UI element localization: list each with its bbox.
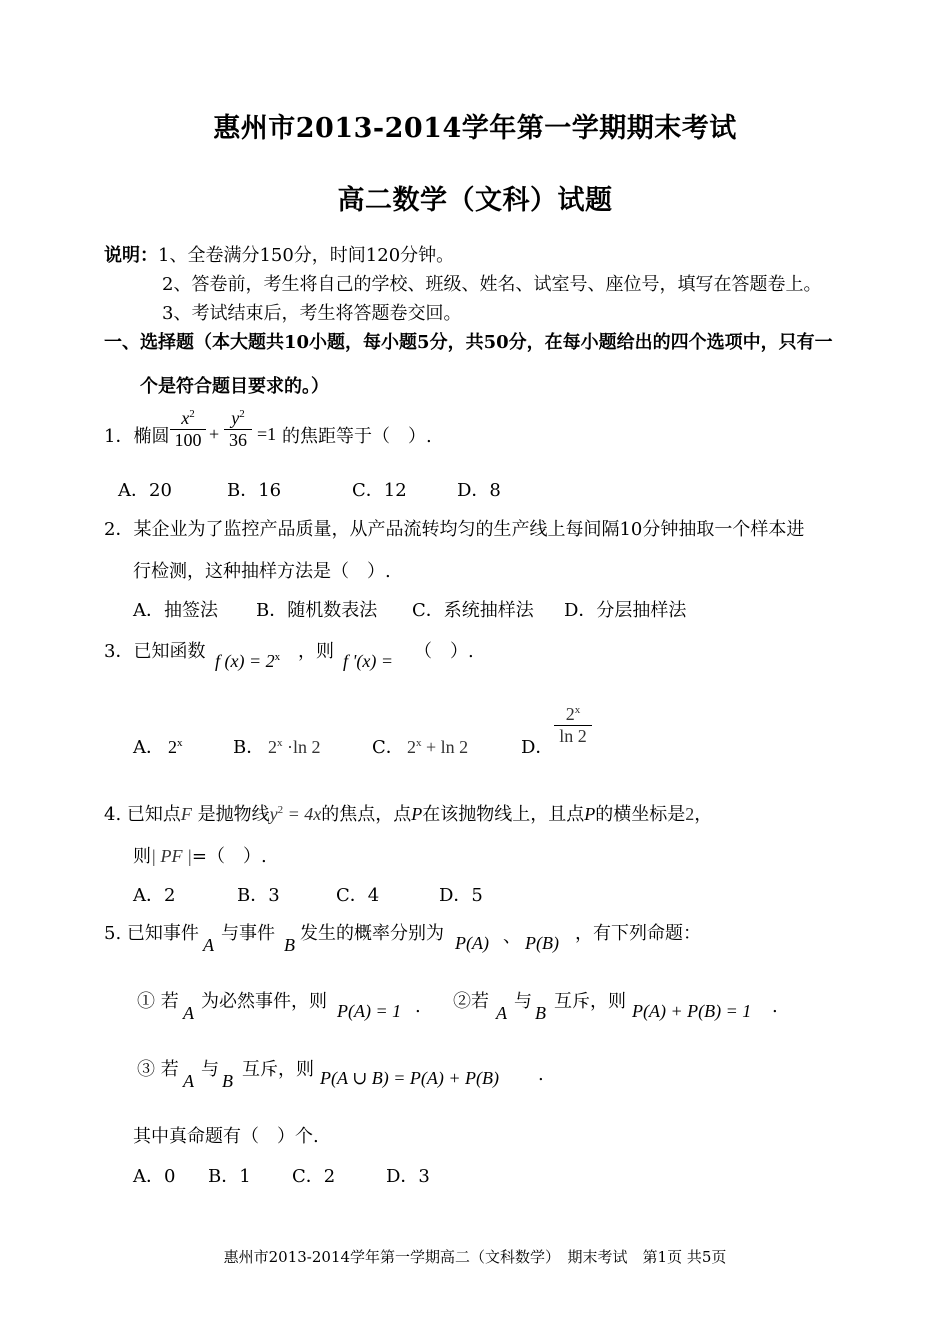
- q5-prob-b: P(B): [525, 933, 559, 953]
- q5-s3-prefix: ③ 若: [137, 1059, 179, 1080]
- notes-item-3: 3、考试结束后，考生将答题卷交回。: [162, 303, 462, 324]
- q3-option-c-label: C．: [372, 737, 404, 758]
- q5-event-a: A: [203, 935, 214, 955]
- page-subtitle: 高二数学（文科）试题: [337, 185, 613, 216]
- q5-s1-math: P(A) = 1: [337, 1001, 402, 1021]
- q5-text-3: ，有下列命题：: [575, 923, 701, 944]
- q5-s1-end: .: [415, 996, 421, 1017]
- q2-option-b: B．随机数表法: [256, 600, 378, 621]
- q1-option-c: C．12: [352, 480, 407, 501]
- q5-s2-math: P(A) + P(B) = 1: [632, 1001, 752, 1021]
- q2-line-1: 2．某企业为了监控产品质量，从产品流转均匀的生产线上每间隔10分钟抽取一个样本进: [104, 519, 805, 540]
- q4-option-a: A．2: [133, 885, 176, 906]
- q3-function: f $(x) = 2^x$: [215, 651, 281, 671]
- notes-item-1: 1、全卷满分150分，时间120分钟。: [158, 245, 455, 266]
- q3-option-b-label: B．: [233, 737, 265, 758]
- q5-s2-b: B: [535, 1003, 546, 1023]
- q2-option-c: C．系统抽样法: [412, 600, 534, 621]
- q5-s1-prefix: ① 若: [137, 991, 179, 1012]
- q5-option-b: B．1: [208, 1166, 251, 1187]
- q2-line-2: 行检测，这种抽样方法是（ ）.: [133, 561, 391, 582]
- notes-label: 说明：: [104, 245, 158, 266]
- section-heading-line-1: 一、选择题（本大题共10小题，每小题5分，共50分，在每小题给出的四个选项中，只有一: [104, 332, 833, 353]
- q5-option-c: C．2: [292, 1166, 336, 1187]
- q4-line-1: 4. 已知点F 是抛物线$y^2 = 4x$的焦点，点P在该抛物线上，且点P的横坐标是2，: [104, 804, 713, 825]
- q5-text-1: 与事件: [221, 923, 275, 944]
- q2-option-a: A．抽签法: [133, 600, 218, 621]
- q5-s2-prefix: ②若: [453, 991, 489, 1012]
- q5-question: 其中真命题有（ ）个.: [133, 1126, 319, 1147]
- q3-prefix: 3．已知函数: [104, 641, 206, 662]
- q1-fraction-x: $\frac{x^2}{100}$: [170, 408, 206, 451]
- q1-option-b: B．16: [227, 480, 282, 501]
- q1-option-d: D．8: [457, 480, 501, 501]
- q5-s3-a: A: [183, 1071, 194, 1091]
- q3-mid: ，则: [298, 641, 334, 662]
- q5-prefix: 5. 已知事件: [104, 923, 199, 944]
- q5-s2-end: .: [772, 996, 778, 1017]
- q5-prob-a: P(A): [455, 933, 489, 953]
- q1-prefix: 1．椭圆: [104, 426, 170, 447]
- notes-line-1: [104, 241, 454, 267]
- q5-s2-a: A: [496, 1003, 507, 1023]
- q3-option-a-math: 2$^x$: [168, 737, 183, 757]
- q5-event-b: B: [284, 935, 295, 955]
- q4-option-d: D．5: [439, 885, 483, 906]
- q4-line-2: 则| PF |=（ ）.: [133, 846, 267, 867]
- q1-suffix: 的焦距等于（ ）.: [282, 426, 432, 447]
- q4-option-c: C．4: [336, 885, 380, 906]
- q1-plus: +: [209, 424, 220, 444]
- q5-separator: 、: [503, 926, 521, 947]
- q5-s1-a: A: [183, 1003, 194, 1023]
- q3-option-c-math: $2^x + \ln 2$: [407, 737, 469, 757]
- q5-option-d: D．3: [386, 1166, 430, 1187]
- q5-s3-yu: 与: [201, 1059, 219, 1080]
- q1-fraction-y: $\frac{y^2}{36}$: [224, 408, 252, 451]
- q3-suffix: （ ）.: [414, 641, 474, 662]
- q5-s3-end: .: [538, 1064, 544, 1085]
- notes-item-2: 2、答卷前，考生将自己的学校、班级、姓名、试室号、座位号，填写在答题卷上。: [162, 274, 822, 295]
- q1-equals: =1: [257, 424, 277, 444]
- q3-option-d-label: D．: [521, 737, 554, 758]
- q3-option-b-math: $2^x \cdot\ln$ 2: [268, 737, 321, 757]
- q5-s3-mid: 互斥，则: [242, 1059, 314, 1080]
- q5-s2-mid: 互斥，则: [554, 991, 626, 1012]
- q3-option-d-fraction: $\frac{2^x}{\ln 2}$: [554, 704, 592, 747]
- q2-option-d: D．分层抽样法: [564, 600, 687, 621]
- q5-s1-mid: 为必然事件，则: [201, 991, 327, 1012]
- q5-s2-yu: 与: [514, 991, 532, 1012]
- section-heading-line-2: 个是符合题目要求的。）: [140, 376, 329, 397]
- q3-option-a-label: A．: [133, 737, 164, 758]
- page-footer: 惠州市2013-2014学年第一学期高二（文科数学） 期末考试 第1页 共5页: [223, 1248, 727, 1266]
- q5-text-2: 发生的概率分别为: [300, 923, 444, 944]
- q5-s3-b: B: [222, 1071, 233, 1091]
- q1-option-a: A．20: [118, 480, 172, 501]
- page-title: 惠州市2013-2014学年第一学期期末考试: [213, 113, 737, 144]
- q4-option-b: B．3: [237, 885, 280, 906]
- q5-option-a: A．0: [133, 1166, 176, 1187]
- q5-s3-math: P(A ∪ B) = P(A) + P(B): [320, 1068, 499, 1088]
- q3-derivative: f '(x) =: [343, 651, 393, 671]
